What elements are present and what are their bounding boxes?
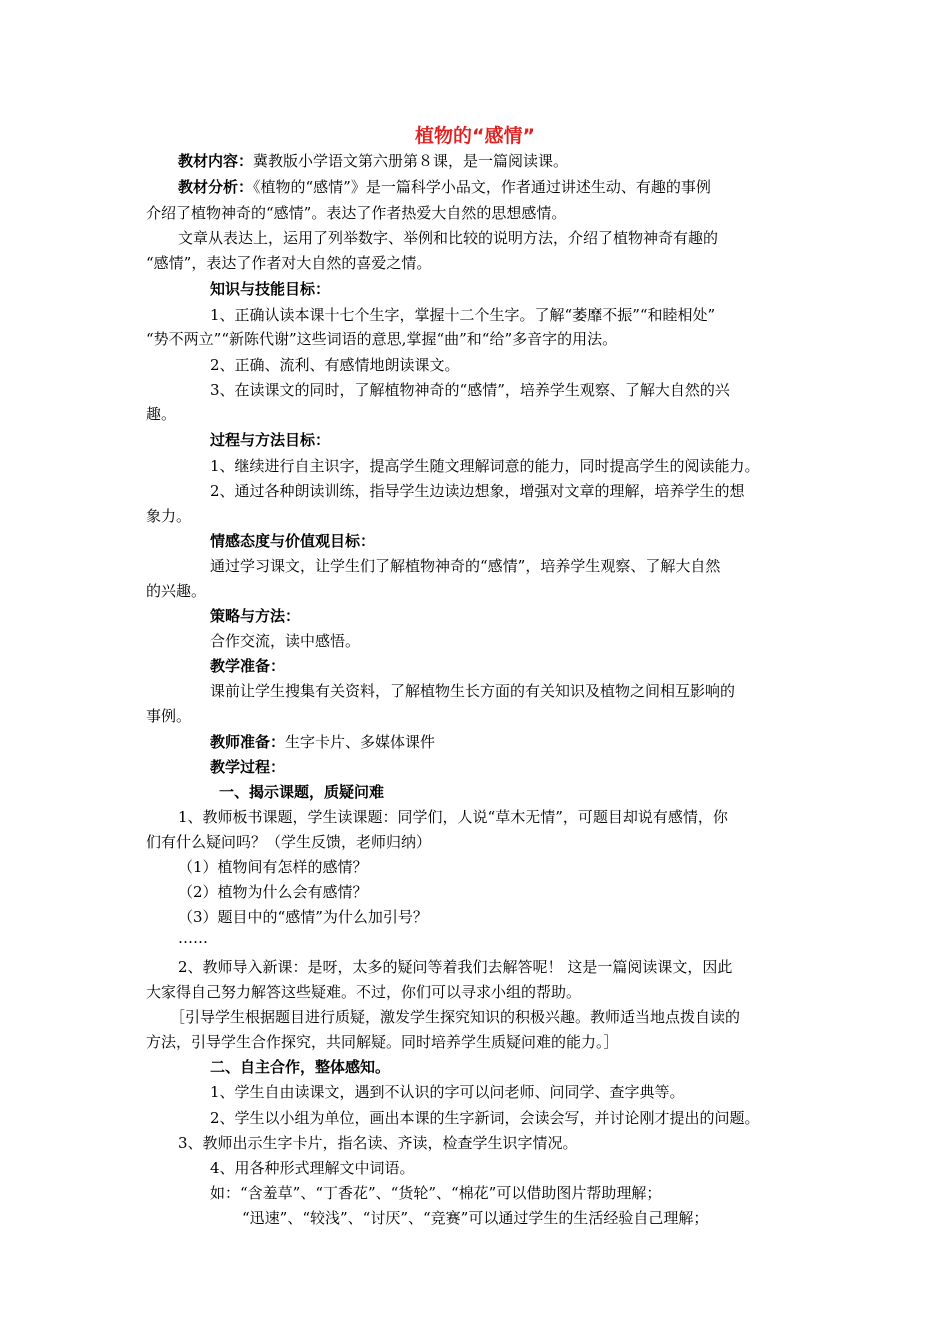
text-line: 3、在读课文的同时，了解植物神奇的“感情”，培养学生观察、了解大自然的兴 <box>210 381 730 399</box>
section-heading: 过程与方法目标： <box>210 431 331 449</box>
text-line: ［引导学生根据题目进行质疑，激发学生探究知识的积极兴趣。教师适当地点拨自读的 <box>170 1008 741 1026</box>
section-heading: 教学过程： <box>210 758 286 776</box>
text-line: 合作交流，读中感悟。 <box>210 632 361 650</box>
text-line: 3、教师出示生字卡片，指名读、齐读，检查学生识字情况。 <box>178 1134 578 1152</box>
text-line: 1、正确认读本课十七个生字，掌握十二个生字。了解“萎靡不振”“和睦相处” <box>210 306 716 324</box>
section-heading: 二、自主合作，整体感知。 <box>210 1058 391 1076</box>
text-line: 教材内容：冀教版小学语文第六册第８课，是一篇阅读课。 <box>178 152 569 170</box>
text-line: 如：“含羞草”、“丁香花”、“货轮”、“棉花”可以借助图片帮助理解； <box>210 1184 662 1202</box>
text-line: 的兴趣。 <box>146 582 207 600</box>
text-line: 教师准备：生字卡片、多媒体课件 <box>210 733 436 751</box>
text-line: 介绍了植物神奇的“感情”。表达了作者热爱大自然的思想感情。 <box>146 204 567 222</box>
text-line: 课前让学生搜集有关资料，了解植物生长方面的有关知识及植物之间相互影响的 <box>210 682 736 700</box>
text-line: 2、正确、流利、有感情地朗读课文。 <box>210 356 460 374</box>
text-line: 通过学习课文，让学生们了解植物神奇的“感情”，培养学生观察、了解大自然 <box>210 557 721 575</box>
section-heading: 一、揭示课题，质疑问难 <box>219 783 385 801</box>
document-title: 植物的“感情” <box>415 125 535 147</box>
ellipsis: …… <box>178 929 208 947</box>
text-line: 方法，引导学生合作探究，共同解疑。同时培养学生质疑问难的能力。］ <box>146 1033 619 1051</box>
list-item: （3）题目中的“感情”为什么加引号？ <box>178 908 428 926</box>
text-line: 事例。 <box>146 707 192 725</box>
text-line: 2、教师导入新课：是呀，太多的疑问等着我们去解答呢！ 这是一篇阅读课文，因此 <box>178 958 733 976</box>
section-heading: 策略与方法： <box>210 607 301 625</box>
text-line: 教材分析：《植物的“感情”》是一篇科学小品文，作者通过讲述生动、有趣的事例 <box>178 178 711 196</box>
text-line: 1、教师板书课题，学生读课题：同学们，人说“草木无情”，可题目却说有感情，你 <box>178 808 728 826</box>
text-line: 1、学生自由读课文，遇到不认识的字可以问老师、问同学、查字典等。 <box>210 1083 685 1101</box>
section-heading: 情感态度与价值观目标： <box>210 532 376 550</box>
section-heading: 知识与技能目标： <box>210 280 331 298</box>
text-line: “势不两立”“新陈代谢”这些词语的意思,掌握“曲”和“给”多音字的用法。 <box>146 330 618 348</box>
text-line: 4、用各种形式理解文中词语。 <box>210 1159 415 1177</box>
text-line: “迅速”、“较浅”、“讨厌”、“竞赛”可以通过学生的生活经验自己理解； <box>242 1209 709 1227</box>
text-line: 2、学生以小组为单位，画出本课的生字新词，会读会写，并讨论刚才提出的问题。 <box>210 1109 760 1127</box>
list-item: （1）植物间有怎样的感情？ <box>178 858 368 876</box>
text-line: 2、通过各种朗读训练，指导学生边读边想象，增强对文章的理解，培养学生的想 <box>210 482 745 500</box>
text-line: 大家得自己努力解答这些疑难。不过，你们可以寻求小组的帮助。 <box>146 983 582 1001</box>
section-heading: 教学准备： <box>210 657 286 675</box>
text-line: 趣。 <box>146 405 177 423</box>
text-line: 1、继续进行自主识字，提高学生随文理解词意的能力，同时提高学生的阅读能力。 <box>210 457 760 475</box>
text-line: 文章从表达上，运用了列举数字、举例和比较的说明方法，介绍了植物神奇有趣的 <box>178 229 719 247</box>
list-item: （2）植物为什么会有感情？ <box>178 883 368 901</box>
text-line: 们有什么疑问吗？（学生反馈，老师归纳） <box>146 833 432 851</box>
text-line: 象力。 <box>146 507 192 525</box>
text-line: “感情”，表达了作者对大自然的喜爱之情。 <box>146 254 432 272</box>
